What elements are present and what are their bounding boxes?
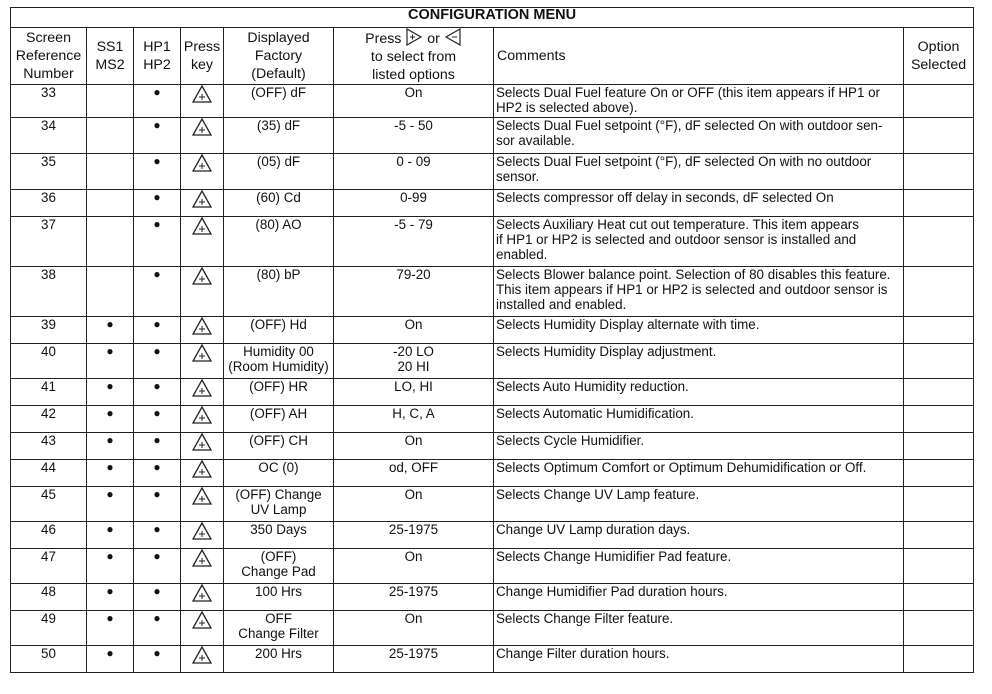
- comment-cell: Selects compressor off delay in seconds, dF selected On: [494, 190, 904, 217]
- press-key-cell: [181, 190, 224, 217]
- comment-cell: Selects Dual Fuel feature On or OFF (this item appears if HP1 or HP2 is selected above).: [494, 85, 904, 118]
- hp1-hp2-indicator: ●: [134, 549, 181, 584]
- table-row: [11, 344, 974, 379]
- option-selected-cell[interactable]: [904, 85, 974, 118]
- option-selected-cell[interactable]: [904, 406, 974, 433]
- options-cell: -5 - 50: [334, 118, 494, 154]
- options-cell: 0-99: [334, 190, 494, 217]
- comment-cell: Selects Blower balance point. Selection of 80 disables this feature. This item appears if HP1 or HP2 is selected and outdoor sensor is installed and enabled.: [494, 267, 904, 317]
- press-key-cell: [181, 549, 224, 584]
- option-selected-cell[interactable]: [904, 217, 974, 267]
- header-screen-reference: Screen Reference Number: [11, 28, 87, 85]
- comment-cell: Selects Change Filter feature.: [494, 611, 904, 646]
- screen-reference-number: 40: [11, 344, 87, 379]
- ss1-ms2-indicator: ●: [87, 460, 134, 487]
- up-key-icon: [192, 124, 212, 139]
- comment-cell: Selects Auxiliary Heat cut out temperature. This item appears if HP1 or HP2 is selected and outdoor sensor is installed and enabled.: [494, 217, 904, 267]
- comment-cell: Selects Change Humidifier Pad feature.: [494, 549, 904, 584]
- factory-default-cell: (OFF) Hd: [224, 317, 334, 344]
- screen-reference-number: 44: [11, 460, 87, 487]
- press-key-cell: [181, 611, 224, 646]
- press-key-cell: [181, 344, 224, 379]
- table-row: [11, 379, 974, 406]
- up-key-icon: [192, 528, 212, 543]
- comment-cell: Selects Change UV Lamp feature.: [494, 487, 904, 522]
- screen-reference-number: 39: [11, 317, 87, 344]
- comment-cell: Selects Humidity Display alternate with time.: [494, 317, 904, 344]
- hp1-hp2-indicator: ●: [134, 487, 181, 522]
- table-row: [11, 217, 974, 267]
- up-key-icon: [192, 160, 212, 175]
- factory-default-cell: OC (0): [224, 460, 334, 487]
- up-key-icon: [192, 91, 212, 106]
- option-selected-cell[interactable]: [904, 433, 974, 460]
- screen-reference-number: 47: [11, 549, 87, 584]
- option-selected-cell[interactable]: [904, 487, 974, 522]
- options-cell: On: [334, 317, 494, 344]
- factory-default-cell: (OFF) Change Pad: [224, 549, 334, 584]
- up-key-icon: [192, 412, 212, 427]
- header-comments: Comments: [494, 28, 904, 85]
- header-ss1-ms2: SS1 MS2: [87, 28, 134, 85]
- hp1-hp2-indicator: ●: [134, 190, 181, 217]
- option-selected-cell[interactable]: [904, 118, 974, 154]
- ss1-ms2-indicator: [87, 267, 134, 317]
- factory-default-cell: Humidity 00 (Room Humidity): [224, 344, 334, 379]
- press-key-cell: [181, 118, 224, 154]
- hp1-hp2-indicator: ●: [134, 460, 181, 487]
- screen-reference-number: 46: [11, 522, 87, 549]
- options-cell: 25-1975: [334, 646, 494, 673]
- up-key-icon: [192, 196, 212, 211]
- option-selected-cell[interactable]: [904, 190, 974, 217]
- table-row: [11, 433, 974, 460]
- factory-default-cell: OFF Change Filter: [224, 611, 334, 646]
- up-key-icon: [192, 466, 212, 481]
- options-cell: On: [334, 433, 494, 460]
- comment-cell: Selects Cycle Humidifier.: [494, 433, 904, 460]
- screen-reference-number: 36: [11, 190, 87, 217]
- factory-default-cell: 350 Days: [224, 522, 334, 549]
- header-press-key: Press key: [181, 28, 224, 85]
- ss1-ms2-indicator: [87, 190, 134, 217]
- up-key-icon: [192, 652, 212, 667]
- left-arrow-icon: [444, 28, 462, 46]
- table-row: [11, 406, 974, 433]
- up-key-icon: [192, 223, 212, 238]
- ss1-ms2-indicator: [87, 217, 134, 267]
- factory-default-cell: (35) dF: [224, 118, 334, 154]
- press-key-cell: [181, 267, 224, 317]
- options-cell: od, OFF: [334, 460, 494, 487]
- press-key-cell: [181, 85, 224, 118]
- header-factory-default: Displayed Factory (Default): [224, 28, 334, 85]
- option-selected-cell[interactable]: [904, 317, 974, 344]
- comment-cell: Selects Optimum Comfort or Optimum Dehumidification or Off.: [494, 460, 904, 487]
- ss1-ms2-indicator: ●: [87, 344, 134, 379]
- option-selected-cell[interactable]: [904, 344, 974, 379]
- press-key-cell: [181, 584, 224, 611]
- press-key-cell: [181, 522, 224, 549]
- factory-default-cell: (05) dF: [224, 154, 334, 190]
- press-key-cell: [181, 646, 224, 673]
- screen-reference-number: 34: [11, 118, 87, 154]
- screen-reference-number: 42: [11, 406, 87, 433]
- hp1-hp2-indicator: ●: [134, 584, 181, 611]
- factory-default-cell: (80) AO: [224, 217, 334, 267]
- screen-reference-number: 33: [11, 85, 87, 118]
- comment-cell: Change Humidifier Pad duration hours.: [494, 584, 904, 611]
- table-title: CONFIGURATION MENU: [11, 8, 974, 28]
- option-selected-cell[interactable]: [904, 522, 974, 549]
- press-key-cell: [181, 379, 224, 406]
- press-key-cell: [181, 487, 224, 522]
- factory-default-cell: (OFF) dF: [224, 85, 334, 118]
- options-cell: LO, HI: [334, 379, 494, 406]
- up-key-icon: [192, 555, 212, 570]
- options-cell: -5 - 79: [334, 217, 494, 267]
- press-key-cell: [181, 217, 224, 267]
- option-selected-cell[interactable]: [904, 611, 974, 646]
- comment-cell: Selects Humidity Display adjustment.: [494, 344, 904, 379]
- hp1-hp2-indicator: ●: [134, 646, 181, 673]
- table-row: [11, 646, 974, 673]
- table-row: [11, 584, 974, 611]
- screen-reference-number: 49: [11, 611, 87, 646]
- option-selected-cell[interactable]: [904, 379, 974, 406]
- options-cell: On: [334, 85, 494, 118]
- hp1-hp2-indicator: ●: [134, 85, 181, 118]
- factory-default-cell: (OFF) AH: [224, 406, 334, 433]
- ss1-ms2-indicator: ●: [87, 611, 134, 646]
- ss1-ms2-indicator: ●: [87, 317, 134, 344]
- factory-default-cell: 200 Hrs: [224, 646, 334, 673]
- up-key-icon: [192, 493, 212, 508]
- header-option-selected: Option Selected: [904, 28, 974, 85]
- option-selected-cell[interactable]: [904, 460, 974, 487]
- hp1-hp2-indicator: ●: [134, 406, 181, 433]
- up-key-icon: [192, 323, 212, 338]
- screen-reference-number: 50: [11, 646, 87, 673]
- factory-default-cell: (OFF) Change UV Lamp: [224, 487, 334, 522]
- factory-default-cell: (80) bP: [224, 267, 334, 317]
- up-key-icon: [192, 385, 212, 400]
- press-key-cell: [181, 460, 224, 487]
- configuration-menu-table: [10, 7, 974, 673]
- table-row: [11, 611, 974, 646]
- table-row: [11, 549, 974, 584]
- hp1-hp2-indicator: ●: [134, 522, 181, 549]
- table-row: [11, 487, 974, 522]
- options-cell: 25-1975: [334, 584, 494, 611]
- options-cell: -20 LO 20 HI: [334, 344, 494, 379]
- ss1-ms2-indicator: ●: [87, 406, 134, 433]
- option-selected-cell[interactable]: [904, 154, 974, 190]
- hp1-hp2-indicator: ●: [134, 611, 181, 646]
- press-key-cell: [181, 154, 224, 190]
- screen-reference-number: 38: [11, 267, 87, 317]
- options-cell: 0 - 09: [334, 154, 494, 190]
- option-selected-cell[interactable]: [904, 267, 974, 317]
- right-arrow-icon: [405, 28, 423, 46]
- screen-reference-number: 41: [11, 379, 87, 406]
- ss1-ms2-indicator: ●: [87, 646, 134, 673]
- factory-default-cell: 100 Hrs: [224, 584, 334, 611]
- table-row: [11, 154, 974, 190]
- hp1-hp2-indicator: ●: [134, 267, 181, 317]
- hp1-hp2-indicator: ●: [134, 217, 181, 267]
- press-key-cell: [181, 433, 224, 460]
- up-key-icon: [192, 590, 212, 605]
- header-hp1-hp2: HP1 HP2: [134, 28, 181, 85]
- up-key-icon: [192, 273, 212, 288]
- header-press-to-select: Press or to select from listed options: [334, 28, 494, 85]
- table-row: [11, 85, 974, 118]
- hp1-hp2-indicator: ●: [134, 154, 181, 190]
- option-selected-cell[interactable]: [904, 549, 974, 584]
- press-key-cell: [181, 406, 224, 433]
- comment-cell: Selects Dual Fuel setpoint (°F), dF selected On with outdoor sen- sor available.: [494, 118, 904, 154]
- table-row: [11, 317, 974, 344]
- options-cell: H, C, A: [334, 406, 494, 433]
- comment-cell: Selects Automatic Humidification.: [494, 406, 904, 433]
- table-row: [11, 267, 974, 317]
- options-cell: 79-20: [334, 267, 494, 317]
- comment-cell: Change Filter duration hours.: [494, 646, 904, 673]
- factory-default-cell: (60) Cd: [224, 190, 334, 217]
- factory-default-cell: (OFF) HR: [224, 379, 334, 406]
- ss1-ms2-indicator: [87, 118, 134, 154]
- up-key-icon: [192, 350, 212, 365]
- table-row: [11, 460, 974, 487]
- ss1-ms2-indicator: ●: [87, 379, 134, 406]
- options-cell: 25-1975: [334, 522, 494, 549]
- options-cell: On: [334, 487, 494, 522]
- ss1-ms2-indicator: ●: [87, 487, 134, 522]
- comment-cell: Change UV Lamp duration days.: [494, 522, 904, 549]
- screen-reference-number: 43: [11, 433, 87, 460]
- option-selected-cell[interactable]: [904, 646, 974, 673]
- hp1-hp2-indicator: ●: [134, 379, 181, 406]
- factory-default-cell: (OFF) CH: [224, 433, 334, 460]
- options-cell: On: [334, 611, 494, 646]
- ss1-ms2-indicator: [87, 154, 134, 190]
- comment-cell: Selects Dual Fuel setpoint (°F), dF selected On with no outdoor sensor.: [494, 154, 904, 190]
- screen-reference-number: 45: [11, 487, 87, 522]
- up-key-icon: [192, 439, 212, 454]
- table-row: [11, 118, 974, 154]
- comment-cell: Selects Auto Humidity reduction.: [494, 379, 904, 406]
- screen-reference-number: 37: [11, 217, 87, 267]
- hp1-hp2-indicator: ●: [134, 344, 181, 379]
- table-row: [11, 190, 974, 217]
- hp1-hp2-indicator: ●: [134, 118, 181, 154]
- ss1-ms2-indicator: ●: [87, 522, 134, 549]
- ss1-ms2-indicator: ●: [87, 549, 134, 584]
- hp1-hp2-indicator: ●: [134, 433, 181, 460]
- option-selected-cell[interactable]: [904, 584, 974, 611]
- up-key-icon: [192, 617, 212, 632]
- table-row: [11, 522, 974, 549]
- options-cell: On: [334, 549, 494, 584]
- screen-reference-number: 48: [11, 584, 87, 611]
- ss1-ms2-indicator: ●: [87, 584, 134, 611]
- ss1-ms2-indicator: ●: [87, 433, 134, 460]
- press-key-cell: [181, 317, 224, 344]
- screen-reference-number: 35: [11, 154, 87, 190]
- hp1-hp2-indicator: ●: [134, 317, 181, 344]
- ss1-ms2-indicator: [87, 85, 134, 118]
